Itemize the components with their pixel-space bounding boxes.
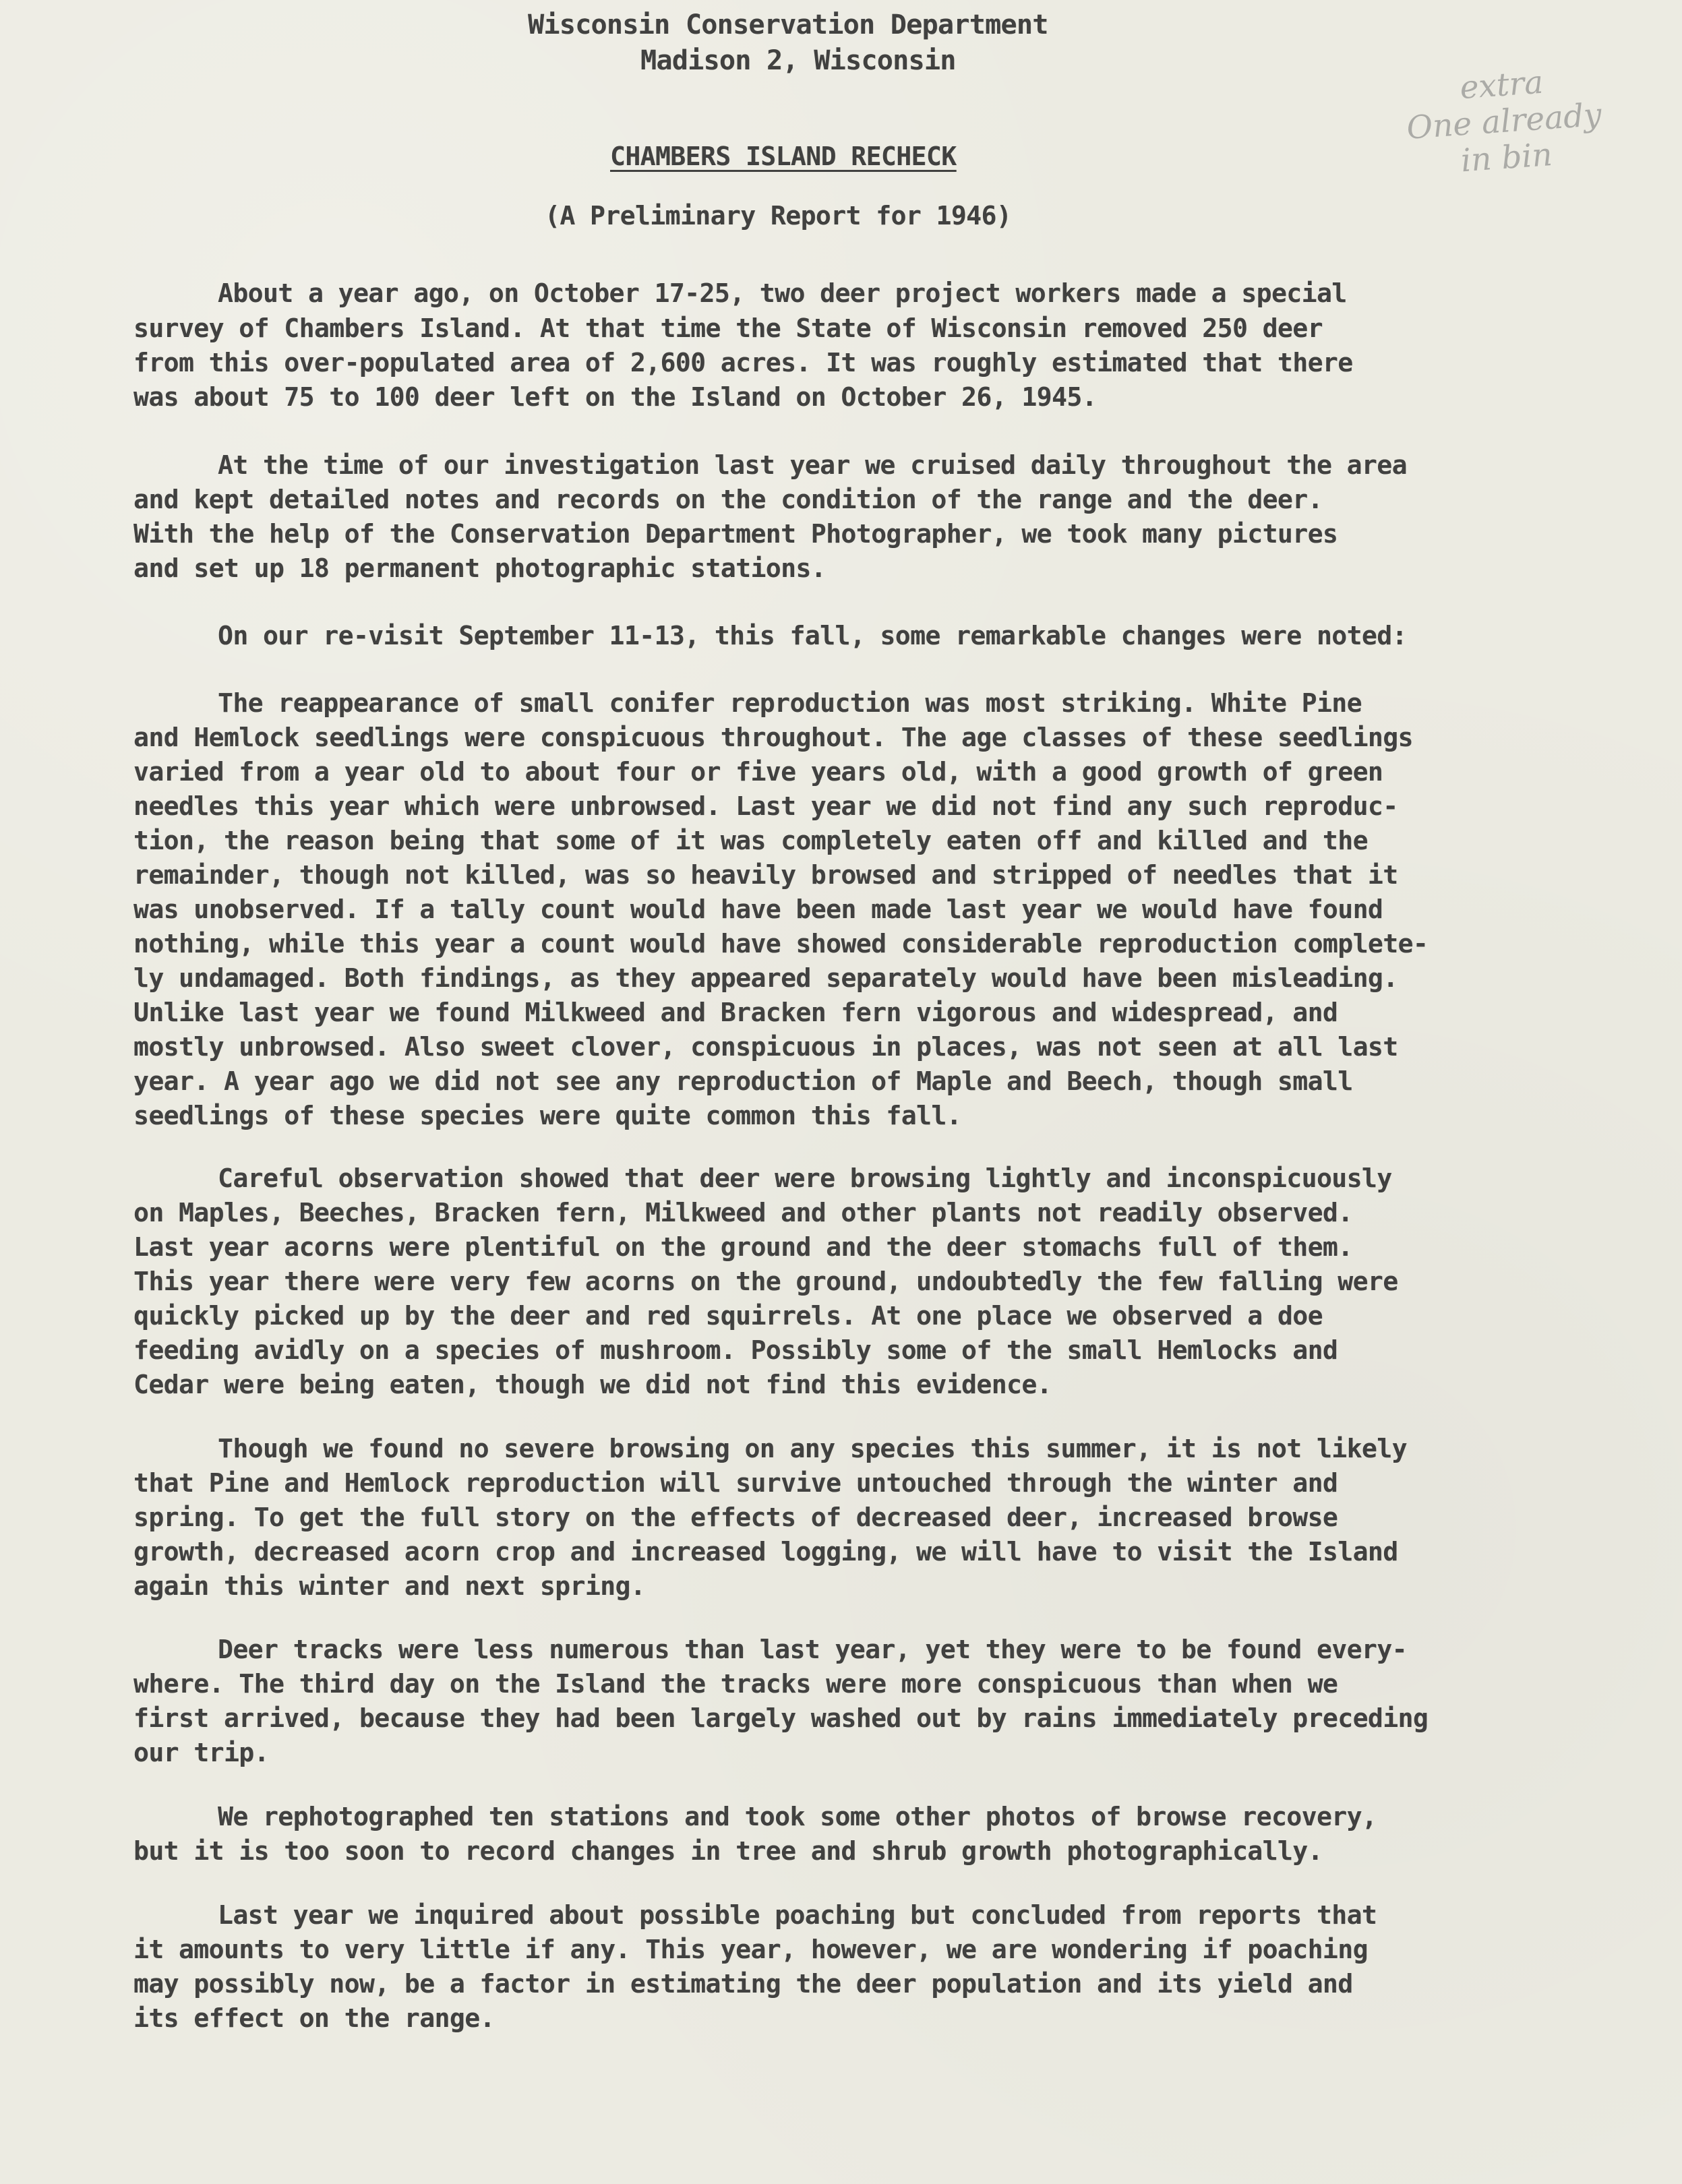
document-text-line: and set up 18 permanent photographic stations.	[133, 553, 827, 583]
document-text-line: Last year acorns were plentiful on the ground and the deer stomachs full of them.	[133, 1232, 1353, 1262]
document-text-line: The reappearance of small conifer reproduction was most striking. White Pine	[218, 688, 1362, 718]
handwritten-note-line: One already	[1405, 96, 1603, 147]
document-text-line: This year there were very few acorns on the ground, undoubtedly the few falling were	[133, 1267, 1398, 1296]
document-text-line: that Pine and Hemlock reproduction will survive untouched through the winter and	[133, 1468, 1338, 1498]
document-text-line: first arrived, because they had been largely washed out by rains immediately preceding	[133, 1703, 1429, 1733]
document-text-line: and kept detailed notes and records on the condition of the range and the deer.	[133, 485, 1323, 514]
document-text-line: again this winter and next spring.	[133, 1571, 646, 1601]
organization-address: Madison 2, Wisconsin	[640, 45, 956, 76]
document-text-line: and Hemlock seedlings were conspicuous throughout. The age classes of these seedlings	[133, 723, 1413, 752]
document-text-line: from this over-populated area of 2,600 acres. It was roughly estimated that there	[133, 348, 1353, 377]
document-text-line: may possibly now, be a factor in estimating the deer population and its yield and	[133, 1969, 1353, 1999]
document-text-line: seedlings of these species were quite common this fall.	[133, 1101, 962, 1130]
document-text-line: year. A year ago we did not see any reproduction of Maple and Beech, though small	[133, 1066, 1353, 1096]
report-title: CHAMBERS ISLAND RECHECK	[610, 142, 957, 171]
document-text-line: quickly picked up by the deer and red squirrels. At one place we observed a doe	[133, 1301, 1323, 1331]
document-text-line: nothing, while this year a count would have showed considerable reproduction complete-	[133, 929, 1429, 959]
document-text-line: At the time of our investigation last year we cruised daily throughout the area	[218, 450, 1407, 480]
document-text-line: We rephotographed ten stations and took some other photos of browse recovery,	[218, 1802, 1377, 1831]
document-text-line: Unlike last year we found Milkweed and Bracken fern vigorous and widespread, and	[133, 998, 1338, 1027]
document-text-line: needles this year which were unbrowsed. Last year we did not find any such reproduc-	[133, 791, 1398, 821]
document-text-line: About a year ago, on October 17-25, two deer project workers made a special	[218, 278, 1347, 308]
document-text-line: Cedar were being eaten, though we did not find this evidence.	[133, 1370, 1052, 1399]
document-text-line: but it is too soon to record changes in tree and shrub growth photographically.	[133, 1836, 1323, 1866]
document-text-line: With the help of the Conservation Department Photographer, we took many pictures	[133, 519, 1338, 549]
document-text-line: feeding avidly on a species of mushroom. Possibly some of the small Hemlocks and	[133, 1335, 1338, 1365]
document-text-line: growth, decreased acorn crop and increased logging, we will have to visit the Island	[133, 1537, 1398, 1567]
document-text-line: was about 75 to 100 deer left on the Island on October 26, 1945.	[133, 382, 1097, 412]
document-text-line: where. The third day on the Island the tracks were more conspicuous than when we	[133, 1669, 1338, 1699]
document-text-line: spring. To get the full story on the effects of decreased deer, increased browse	[133, 1503, 1338, 1532]
handwritten-note-line: in bin	[1460, 135, 1554, 180]
document-text-line: was unobserved. If a tally count would have been made last year we would have found	[133, 894, 1383, 924]
document-text-line: Last year we inquired about possible poaching but concluded from reports that	[218, 1900, 1377, 1930]
document-text-line: on Maples, Beeches, Bracken fern, Milkweed and other plants not readily observed.	[133, 1198, 1353, 1227]
handwritten-note-line: extra	[1458, 63, 1544, 107]
document-text-line: remainder, though not killed, was so heavily browsed and stripped of needles that it	[133, 860, 1398, 890]
document-text-line: survey of Chambers Island. At that time the State of Wisconsin removed 250 deer	[133, 313, 1323, 343]
handwritten-note	[1366, 58, 1642, 186]
document-text-line: varied from a year old to about four or five years old, with a good growth of green	[133, 757, 1383, 787]
document-text-line: our trip.	[133, 1738, 269, 1767]
document-text-line: tion, the reason being that some of it was completely eaten off and killed and the	[133, 826, 1368, 855]
report-subtitle: (A Preliminary Report for 1946)	[545, 201, 1012, 231]
document-text-line: ly undamaged. Both findings, as they appeared separately would have been misleading.	[133, 963, 1398, 993]
document-text-line: Though we found no severe browsing on any species this summer, it is not likely	[218, 1434, 1407, 1463]
document-text-line: Careful observation showed that deer were browsing lightly and inconspicuously	[218, 1163, 1392, 1193]
document-text-line: its effect on the range.	[133, 2003, 495, 2033]
document-text-line: it amounts to very little if any. This year, however, we are wondering if poaching	[133, 1935, 1368, 1964]
document-text-line: On our re-visit September 11-13, this fall, some remarkable changes were noted:	[218, 621, 1407, 650]
document-text-line: mostly unbrowsed. Also sweet clover, conspicuous in places, was not seen at all last	[133, 1032, 1398, 1062]
organization-heading: Wisconsin Conservation Department	[528, 9, 1048, 40]
document-text-line: Deer tracks were less numerous than last year, yet they were to be found every-	[218, 1635, 1407, 1664]
